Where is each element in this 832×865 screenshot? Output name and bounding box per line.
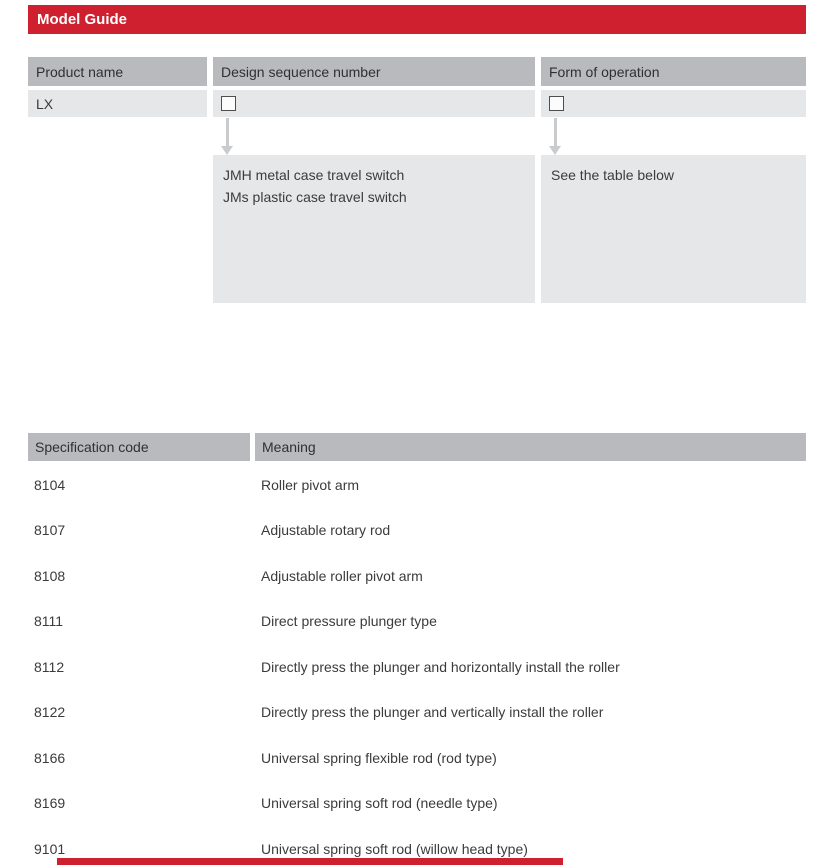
down-arrow-stem [226, 118, 229, 146]
spec-code: 8108 [34, 567, 66, 584]
table-row [28, 508, 806, 554]
table-row [28, 553, 806, 599]
model-table-cell-design-sequence [213, 90, 535, 117]
spec-meaning: Adjustable roller pivot arm [261, 567, 423, 584]
spec-meaning: Directly press the plunger and vertically install the roller [261, 704, 604, 721]
spec-meaning: Adjustable rotary rod [261, 522, 391, 539]
model-table-cell-form-of-operation [541, 90, 806, 117]
section-title: Model Guide [37, 11, 127, 28]
note-line: See the table below [551, 167, 674, 183]
table-row [28, 644, 806, 690]
table-row [28, 690, 806, 736]
spec-code: 8169 [34, 795, 66, 812]
column-label: Form of operation [549, 63, 660, 80]
spec-code: 8112 [34, 658, 65, 675]
spec-code: 8107 [34, 522, 66, 539]
spec-meaning: Universal spring flexible rod (rod type) [261, 749, 497, 766]
spec-code: 8111 [34, 613, 64, 630]
table-row [28, 781, 806, 827]
model-table-header-product-name [28, 57, 207, 86]
spec-meaning: Universal spring soft rod (needle type) [261, 795, 498, 812]
spec-table-header-meaning [255, 433, 806, 461]
model-table-header-design-sequence [213, 57, 535, 86]
column-label: Meaning [262, 439, 316, 455]
spec-meaning: Roller pivot arm [261, 476, 360, 493]
spec-code: 9101 [34, 840, 66, 857]
spec-code: 8122 [34, 704, 66, 721]
checkbox-placeholder-icon [221, 96, 236, 111]
table-row [28, 462, 806, 508]
spec-code: 8166 [34, 749, 66, 766]
product-name-value: LX [36, 95, 54, 112]
design-sequence-note-box [213, 155, 535, 303]
spec-meaning: Directly press the plunger and horizontally install the roller [261, 658, 620, 675]
down-arrow-icon [221, 146, 233, 155]
form-of-operation-note-box [541, 155, 806, 303]
note-line: JMH metal case travel switch [223, 167, 405, 183]
spec-code: 8104 [34, 476, 66, 493]
column-label: Design sequence number [221, 63, 381, 80]
down-arrow-icon [549, 146, 561, 155]
model-table-cell-product-name [28, 90, 207, 117]
model-table-header-form-of-operation [541, 57, 806, 86]
table-row [28, 599, 806, 645]
column-label: Specification code [35, 439, 149, 455]
section-header-banner [28, 5, 806, 34]
column-label: Product name [36, 63, 124, 80]
down-arrow-stem [554, 118, 557, 146]
spec-meaning: Direct pressure plunger type [261, 613, 437, 630]
spec-table-header-code [28, 433, 250, 461]
note-line: JMs plastic case travel switch [223, 189, 407, 205]
spec-meaning: Universal spring soft rod (willow head type) [261, 840, 528, 857]
next-section-banner-edge [57, 858, 563, 865]
checkbox-placeholder-icon [549, 96, 564, 111]
table-row [28, 735, 806, 781]
